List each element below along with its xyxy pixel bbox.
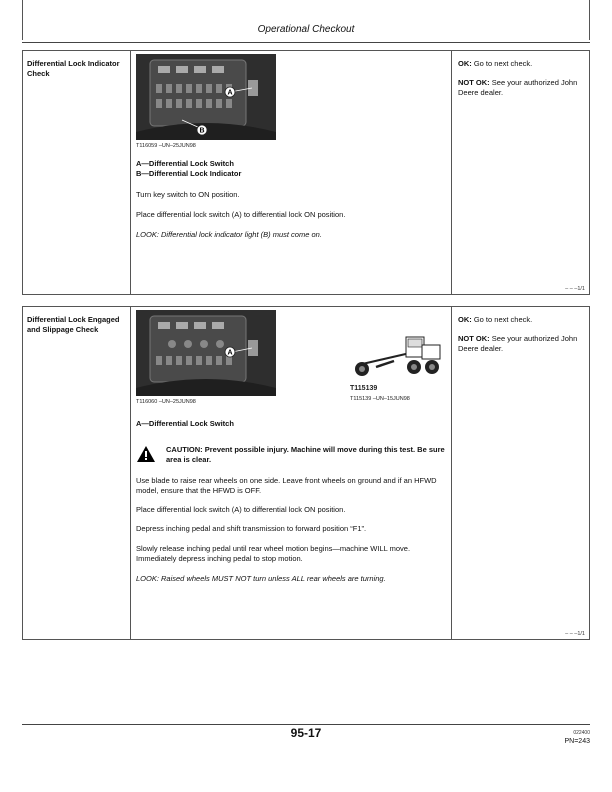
section-title: Differential Lock Engaged and Slippage Check [27,315,120,334]
section-body [132,307,449,639]
section-title-column [23,51,131,294]
caution-text: CAUTION: Prevent possible injury. Machine will move during this test. Be sure area is clear. [166,445,445,464]
ok-text: Go to next check. [473,59,533,68]
step-1: Turn key switch to ON position. [136,190,240,199]
footer-code: 022400 [573,730,590,736]
step-2: Place differential lock switch (A) to differential lock ON position. [136,210,346,219]
footer-pn: PN=243 [564,738,590,745]
caution-block [136,445,450,467]
step-4: Slowly release inching pedal until rear wheel motion begins—machine WILL move. Immediately depress inching pedal to stop motion. [136,544,411,563]
step-2: Place differential lock switch (A) to differential lock ON position. [136,505,346,514]
page-number: 95-17 [290,726,322,740]
step-3: Depress inching pedal and shift transmission to forward position “F1”. [136,524,367,533]
footer-rule [22,724,590,725]
section-indicator-check [22,50,590,295]
notok-label: NOT OK: [458,78,490,87]
notok-instruction [458,334,586,353]
grader-caption: T115139 –UN–15JUN98 [350,396,410,402]
grader-label: T115139 [350,385,378,392]
section-slippage-check [22,306,590,640]
ok-label: OK: [458,315,472,324]
switch-panel-illustration [136,310,276,396]
ok-instruction [458,59,586,69]
callout-b: B [199,127,205,135]
switch-panel-photo [136,310,276,396]
section-title: Differential Lock Indicator Check [27,59,120,78]
photo-caption: T116059 –UN–25JUN98 [136,143,196,149]
motor-grader-illustration [350,327,446,379]
ok-text: Go to next check. [473,315,533,324]
section-body [132,51,449,294]
notok-text: See your authorized John Deere dealer. [458,334,578,353]
notok-label: NOT OK: [458,334,490,343]
legend-a: A—Differential Lock Switch [136,419,234,428]
look-statement: LOOK: Raised wheels MUST NOT turn unless ALL rear wheels are turning. [136,574,386,583]
callout-a: A [227,89,233,97]
look-statement: LOOK: Differential lock indicator light (B) must come on. [136,230,322,239]
callout-a: A [227,349,233,357]
ok-label: OK: [458,59,472,68]
result-column [451,307,591,639]
page-title: Operational Checkout [257,24,355,35]
step-1: Use blade to raise rear wheels on one side. Leave front wheels on ground and if an HFWD model, ensure that the HFWD is OFF. [136,476,437,495]
section-title-column [23,307,131,639]
notok-instruction [458,78,586,97]
ok-instruction [458,315,586,325]
photo-caption: T116060 –UN–25JUN98 [136,399,196,405]
switch-panel-illustration [136,54,276,140]
switch-panel-photo [136,54,276,140]
end-mark: – – –1/1 [565,286,585,292]
legend-b: B—Differential Lock Indicator [136,169,242,178]
warning-triangle-icon [136,445,156,463]
header-rule [22,42,590,43]
end-mark: – – –1/1 [565,631,585,637]
notok-text: See your authorized John Deere dealer. [458,78,578,97]
legend-a: A—Differential Lock Switch [136,159,234,168]
result-column [451,51,591,294]
